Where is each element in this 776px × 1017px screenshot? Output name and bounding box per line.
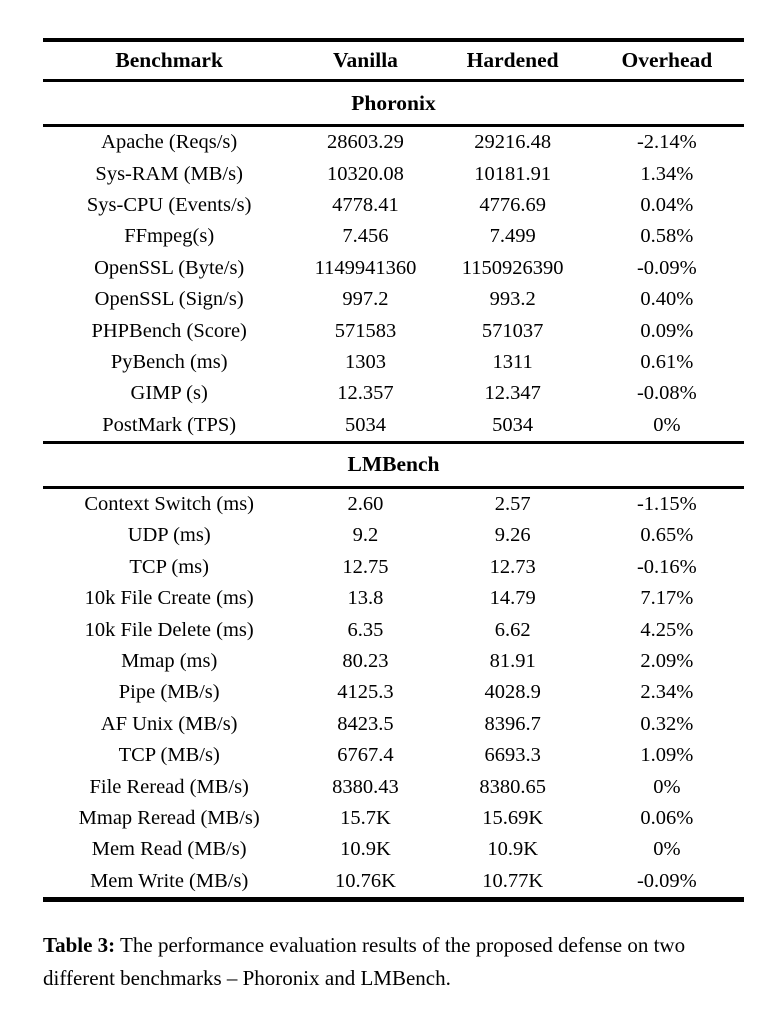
hardened-value-cell: 12.73 bbox=[489, 555, 536, 578]
benchmark-name-cell: 10k File Delete (ms) bbox=[84, 618, 254, 641]
benchmark-name-cell: Pipe (MB/s) bbox=[118, 681, 220, 704]
table-row bbox=[43, 126, 744, 159]
overhead-value-cell: 0.40% bbox=[640, 288, 694, 311]
vanilla-value-cell: 1303 bbox=[344, 350, 386, 373]
table-row bbox=[43, 190, 744, 221]
table-row bbox=[43, 315, 744, 346]
hardened-value-cell: 6693.3 bbox=[484, 744, 541, 767]
benchmark-name-cell: OpenSSL (Sign/s) bbox=[94, 288, 244, 311]
hardened-value-cell: 14.79 bbox=[489, 587, 536, 610]
vanilla-value-cell: 15.7K bbox=[340, 807, 391, 829]
vanilla-value-cell: 6767.4 bbox=[337, 744, 394, 767]
overhead-value-cell: -0.08% bbox=[636, 382, 697, 405]
overhead-value-cell: 0% bbox=[653, 413, 681, 436]
vanilla-value-cell: 10320.08 bbox=[327, 162, 404, 185]
hardened-value-cell: 9.26 bbox=[494, 524, 531, 547]
table-row bbox=[43, 866, 744, 900]
benchmark-results-table bbox=[43, 38, 744, 902]
table-row bbox=[43, 410, 744, 443]
overhead-value-cell: -2.14% bbox=[636, 131, 697, 154]
vanilla-value-cell: 1149941360 bbox=[314, 256, 417, 279]
hardened-value-cell: 1150926390 bbox=[461, 256, 564, 279]
overhead-value-cell: -0.09% bbox=[636, 256, 697, 279]
hardened-value-cell: 2.57 bbox=[494, 493, 531, 516]
benchmark-name-cell: FFmpeg(s) bbox=[124, 225, 215, 248]
overhead-value-cell: 0.32% bbox=[640, 712, 694, 735]
benchmark-name-cell: OpenSSL (Byte/s) bbox=[94, 256, 245, 279]
table-row bbox=[43, 709, 744, 740]
table-row bbox=[43, 487, 744, 520]
overhead-value-cell: 2.09% bbox=[640, 650, 694, 673]
benchmark-name-cell: Mmap Reread (MB/s) bbox=[78, 807, 260, 829]
table-row bbox=[43, 378, 744, 409]
section-title: Phoronix bbox=[43, 81, 744, 126]
benchmark-name-cell: Apache (Reqs/s) bbox=[101, 131, 238, 154]
benchmark-name-cell: Mem Write (MB/s) bbox=[90, 869, 249, 892]
table-caption-label: Table 3: bbox=[43, 932, 116, 957]
hardened-value-cell: 7.499 bbox=[489, 225, 536, 248]
table-row bbox=[43, 771, 744, 802]
hardened-value-cell: 4028.9 bbox=[484, 681, 541, 704]
overhead-value-cell: 0% bbox=[653, 838, 681, 861]
hardened-value-cell: 8380.65 bbox=[479, 775, 546, 798]
hardened-value-cell: 10181.91 bbox=[474, 162, 552, 185]
vanilla-value-cell: 571583 bbox=[334, 319, 397, 342]
benchmark-name-cell: Mmap (ms) bbox=[121, 650, 218, 673]
overhead-value-cell: 0.61% bbox=[640, 350, 694, 373]
overhead-value-cell: 1.09% bbox=[640, 744, 694, 767]
benchmark-name-cell: Sys-CPU (Events/s) bbox=[86, 193, 252, 216]
overhead-value-cell: 0.65% bbox=[640, 524, 694, 547]
benchmark-name-cell: TCP (MB/s) bbox=[118, 744, 220, 767]
column-header-benchmark: Benchmark bbox=[43, 40, 295, 81]
hardened-value-cell: 15.69K bbox=[482, 807, 544, 829]
hardened-value-cell: 571037 bbox=[481, 319, 544, 342]
vanilla-value-cell: 4125.3 bbox=[337, 681, 394, 704]
table-row bbox=[43, 834, 744, 865]
overhead-value-cell: 0.04% bbox=[640, 193, 694, 216]
table-row bbox=[43, 646, 744, 677]
hardened-value-cell: 6.62 bbox=[494, 618, 531, 641]
vanilla-value-cell: 10.9K bbox=[340, 838, 391, 861]
table-caption bbox=[43, 929, 744, 995]
overhead-value-cell: 7.17% bbox=[640, 587, 694, 610]
overhead-value-cell: -1.15% bbox=[636, 493, 697, 516]
table-row bbox=[43, 740, 744, 771]
benchmark-name-cell: Context Switch (ms) bbox=[84, 493, 255, 516]
table-row bbox=[43, 284, 744, 315]
table-row bbox=[43, 803, 744, 834]
table-row bbox=[43, 677, 744, 708]
table-row bbox=[43, 221, 744, 252]
section-header-row bbox=[43, 442, 744, 487]
section-header-row bbox=[43, 81, 744, 126]
overhead-value-cell: 0.58% bbox=[640, 225, 694, 248]
column-header-overhead: Overhead bbox=[590, 40, 744, 81]
vanilla-value-cell: 7.456 bbox=[342, 225, 389, 248]
hardened-value-cell: 29216.48 bbox=[474, 131, 552, 154]
vanilla-value-cell: 8380.43 bbox=[332, 775, 399, 798]
overhead-value-cell: 2.34% bbox=[640, 681, 694, 704]
hardened-value-cell: 1311 bbox=[492, 350, 533, 373]
benchmark-name-cell: TCP (ms) bbox=[129, 555, 209, 578]
vanilla-value-cell: 9.2 bbox=[352, 524, 379, 547]
vanilla-value-cell: 10.76K bbox=[334, 869, 396, 892]
vanilla-value-cell: 8423.5 bbox=[337, 712, 394, 735]
hardened-value-cell: 5034 bbox=[492, 413, 534, 436]
benchmark-name-cell: Sys-RAM (MB/s) bbox=[95, 162, 243, 185]
section-title: LMBench bbox=[43, 442, 744, 487]
table-row bbox=[43, 520, 744, 551]
benchmark-name-cell: AF Unix (MB/s) bbox=[100, 712, 238, 735]
vanilla-value-cell: 12.357 bbox=[337, 382, 394, 405]
benchmark-name-cell: Mem Read (MB/s) bbox=[91, 838, 247, 861]
overhead-value-cell: 0% bbox=[653, 775, 681, 798]
benchmark-name-cell: UDP (ms) bbox=[127, 524, 211, 547]
overhead-value-cell: -0.09% bbox=[636, 869, 697, 892]
overhead-value-cell: 0.09% bbox=[640, 319, 694, 342]
vanilla-value-cell: 6.35 bbox=[347, 618, 384, 641]
vanilla-value-cell: 13.8 bbox=[347, 587, 384, 610]
table-caption-text: The performance evaluation results of the proposed defense on two different benchmarks – Phoronix and LMBench. bbox=[43, 932, 686, 990]
table-row bbox=[43, 158, 744, 189]
overhead-value-cell: 0.06% bbox=[640, 807, 694, 829]
vanilla-value-cell: 28603.29 bbox=[327, 131, 404, 154]
table-header-row bbox=[43, 40, 744, 81]
vanilla-value-cell: 997.2 bbox=[342, 288, 389, 311]
benchmark-name-cell: File Reread (MB/s) bbox=[89, 775, 249, 798]
hardened-value-cell: 12.347 bbox=[484, 382, 541, 405]
column-header-hardened: Hardened bbox=[436, 40, 590, 81]
vanilla-value-cell: 2.60 bbox=[347, 493, 384, 516]
vanilla-value-cell: 80.23 bbox=[342, 650, 389, 673]
benchmark-name-cell: PyBench (ms) bbox=[110, 350, 228, 373]
overhead-value-cell: 4.25% bbox=[640, 618, 694, 641]
hardened-value-cell: 81.91 bbox=[489, 650, 536, 673]
table-row bbox=[43, 614, 744, 645]
benchmark-name-cell: GIMP (s) bbox=[130, 382, 208, 405]
hardened-value-cell: 993.2 bbox=[489, 288, 536, 311]
benchmark-name-cell: 10k File Create (ms) bbox=[84, 587, 254, 610]
table-body bbox=[43, 81, 744, 900]
column-header-vanilla: Vanilla bbox=[295, 40, 435, 81]
vanilla-value-cell: 12.75 bbox=[342, 555, 389, 578]
vanilla-value-cell: 4778.41 bbox=[332, 193, 399, 216]
table-row bbox=[43, 552, 744, 583]
overhead-value-cell: 1.34% bbox=[640, 162, 694, 185]
hardened-value-cell: 8396.7 bbox=[484, 712, 541, 735]
benchmark-name-cell: PostMark (TPS) bbox=[102, 413, 237, 436]
overhead-value-cell: -0.16% bbox=[636, 555, 697, 578]
table-row bbox=[43, 253, 744, 284]
table-row bbox=[43, 583, 744, 614]
hardened-value-cell: 4776.69 bbox=[479, 193, 546, 216]
hardened-value-cell: 10.9K bbox=[487, 838, 538, 861]
table-header bbox=[43, 40, 744, 81]
vanilla-value-cell: 5034 bbox=[344, 413, 386, 436]
benchmark-name-cell: PHPBench (Score) bbox=[91, 319, 247, 342]
table-row bbox=[43, 347, 744, 378]
hardened-value-cell: 10.77K bbox=[482, 869, 544, 892]
